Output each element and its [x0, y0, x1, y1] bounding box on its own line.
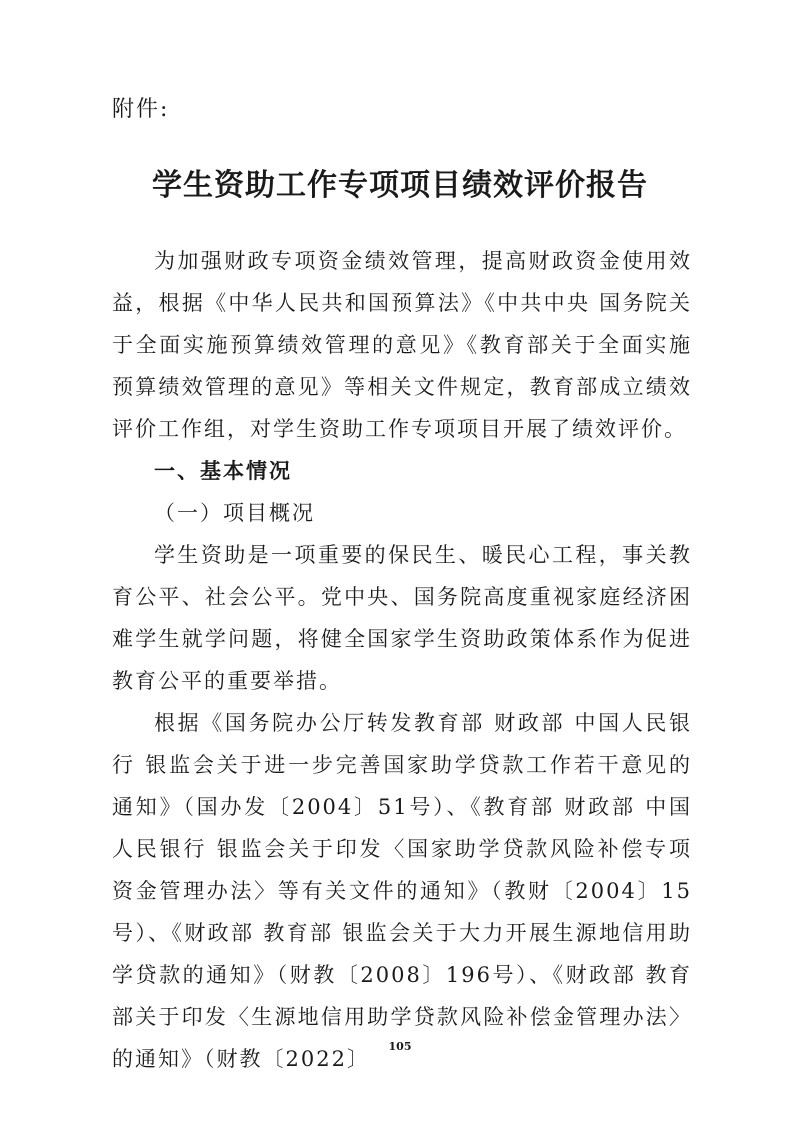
attachment-label: 附件: — [112, 97, 170, 122]
intro-paragraph: 为加强财政专项资金绩效管理，提高财政资金使用效益，根据《中华人民共和国预算法》《中共中央 国务院关于全面实施预算绩效管理的意见》《教育部关于全面实施预算绩效管理的意见》等相关文件规定，教育部成立绩效评价工作组，对学生资助工作专项项目开展了绩效评价。 — [112, 249, 692, 441]
report-body — [112, 240, 692, 1080]
basis-paragraph: 根据《国务院办公厅转发教育部 财政部 中国人民银行 银监会关于进一步完善国家助学贷款工作若干意见的通知》（国办发〔2004〕51号）、《教育部 财政部 中国人民银行 银监会关于印发〈国家助学贷款风险补偿专项资金管理办法〉等有关文件的通知》（教财〔2004〕15号）、《财政部 教育部 银监会关于大力开展生源地信用助学贷款的通知》（财教〔2008〕196号）、《财政部 教育部关于印发〈生源地信用助学贷款风险补偿金管理办法〉的通知》（财教〔2022〕 — [112, 711, 692, 1071]
section-heading-basic-info: 一、基本情况 — [154, 459, 292, 483]
page-number: 105 — [388, 1040, 412, 1053]
report-title: 学生资助工作专项项目绩效评价报告 — [152, 168, 648, 203]
subsection-heading-project-overview: （一）项目概况 — [154, 501, 315, 525]
overview-paragraph: 学生资助是一项重要的保民生、暖民心工程，事关教育公平、社会公平。党中央、国务院高度重视家庭经济困难学生就学问题，将健全国家学生资助政策体系作为促进教育公平的重要举措。 — [112, 543, 692, 693]
